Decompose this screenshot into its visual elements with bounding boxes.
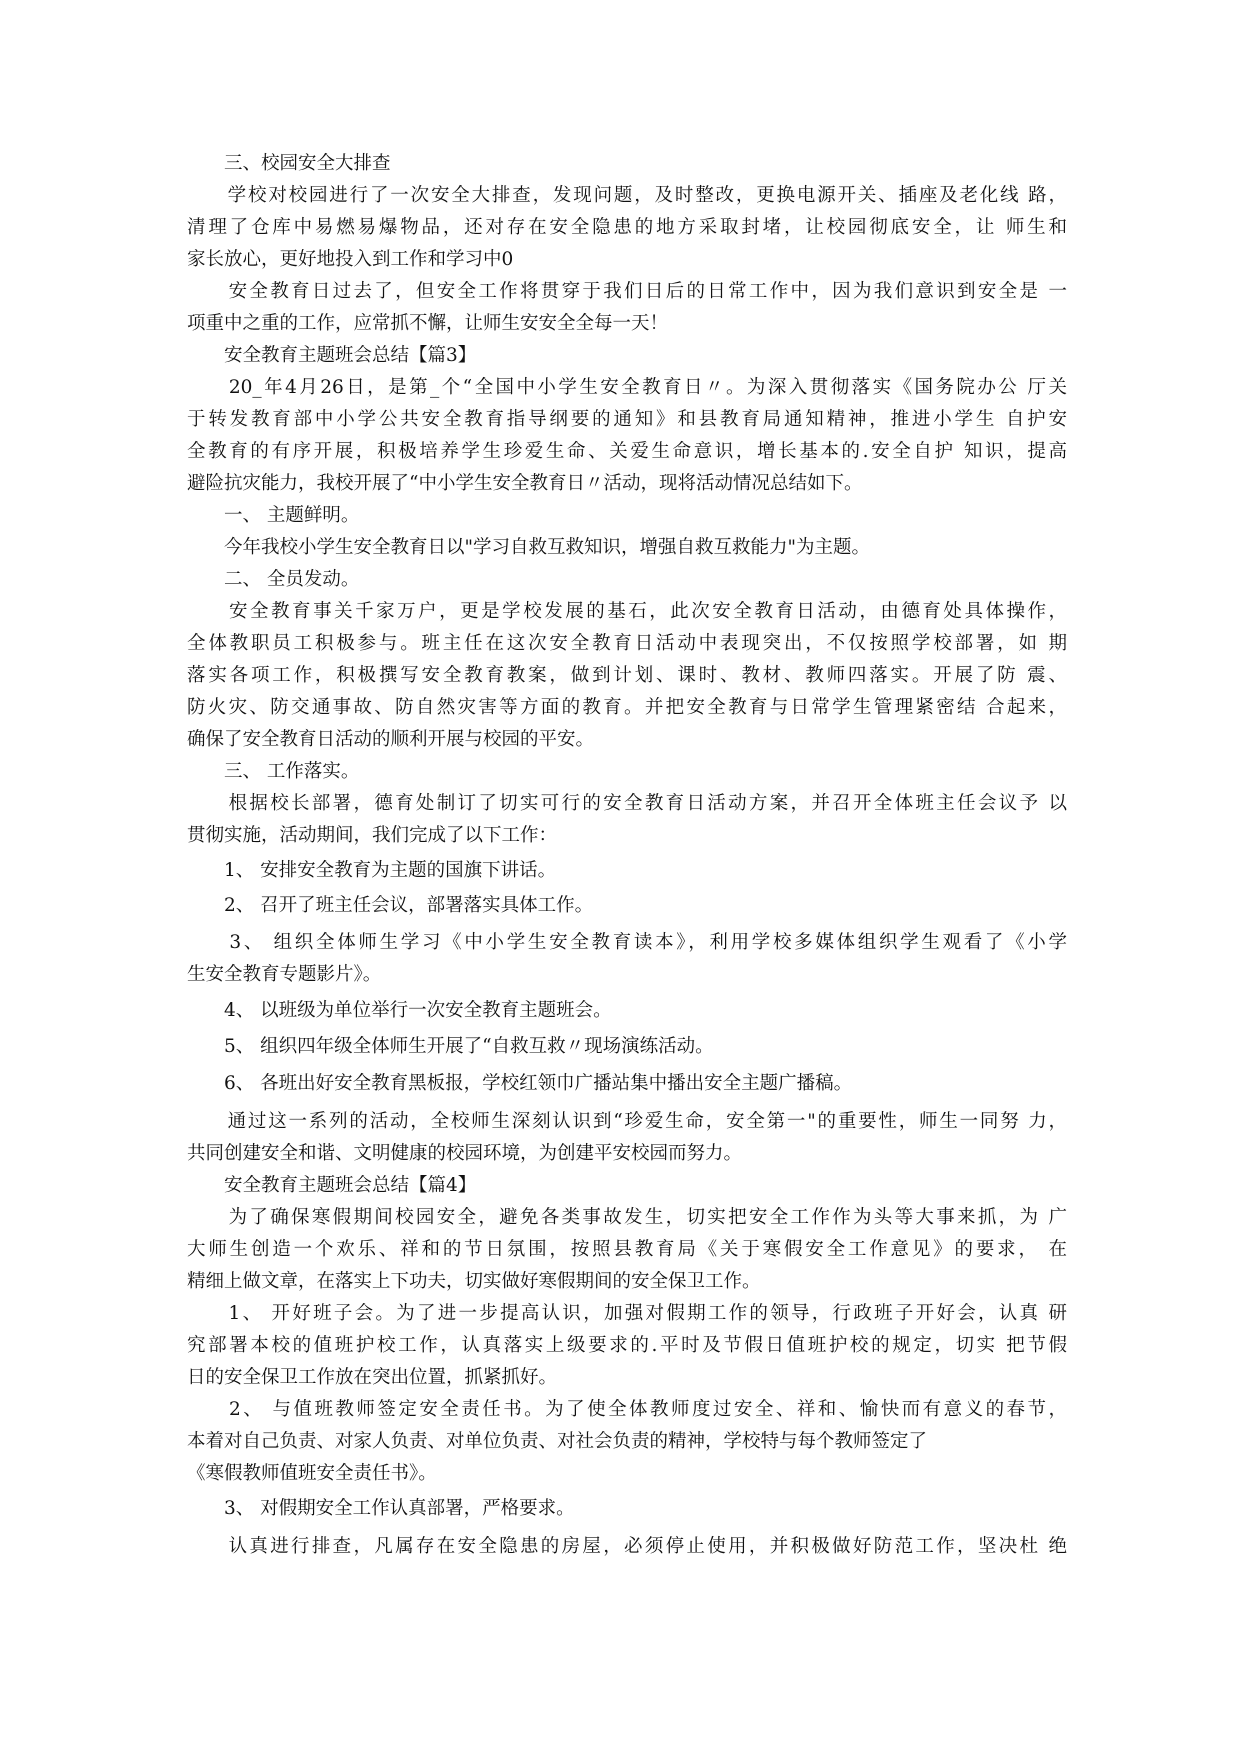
list-item: 6、 各班出好安全教育黑板报，学校红领巾广播站集中播出安全主题广播稿。	[187, 1073, 853, 1094]
section-heading: 三、校园安全大排查	[187, 153, 391, 174]
paragraph-line: 防火灾、防交通事故、防自然灾害等方面的教育。并把安全教育与日常学生管理紧密结 合起来，	[187, 697, 1067, 718]
list-item: 5、 组织四年级全体师生开展了“自救互救〃现场演练活动。	[187, 1036, 714, 1057]
paragraph-line: 安全教育日过去了，但安全工作将贯穿于我们日后的日常工作中，因为我们意识到安全是 一	[187, 281, 1067, 302]
paragraph-line: 本着对自己负责、对家人负责、对单位负责、对社会负责的精神，学校特与每个教师签定了	[187, 1431, 928, 1452]
paragraph-line: 学校对校园进行了一次安全大排查，发现问题，及时整改，更换电源开关、插座及老化线 路，	[187, 185, 1067, 206]
paragraph-line: 生安全教育专题影片》。	[187, 964, 382, 985]
paragraph-line: 贯彻实施，活动期间，我们完成了以下工作：	[187, 825, 558, 846]
paragraph-line: 全体教职员工积极参与。班主任在这次安全教育日活动中表现突出，不仅按照学校部署，如 期	[187, 633, 1067, 654]
paragraph-line: 20_年4月26日，是第_个“全国中小学生安全教育日〃。为深入贯彻落实《国务院办公 厅关	[187, 377, 1067, 398]
paragraph-line: 通过这一系列的活动，全校师生深刻认识到“珍爱生命，安全第一"的重要性，师生一同努 力，	[187, 1111, 1067, 1132]
paragraph-line: 根据校长部署，德育处制订了切实可行的安全教育日活动方案，并召开全体班主任会议予 以	[187, 793, 1067, 814]
paragraph-line: 家长放心，更好地投入到工作和学习中0	[187, 249, 514, 270]
paragraph-line: 大师生创造一个欢乐、祥和的节日氛围，按照县教育局《关于寒假安全工作意见》的要求， 在	[187, 1239, 1067, 1260]
section-title: 安全教育主题班会总结【篇4】	[187, 1175, 477, 1196]
paragraph-line: 安全教育事关千家万户，更是学校发展的基石，此次安全教育日活动，由德育处具体操作，	[187, 601, 1067, 622]
paragraph-line: 精细上做文章，在落实上下功夫，切实做好寒假期间的安全保卫工作。	[187, 1271, 761, 1292]
section-heading: 二、 全员发动。	[187, 569, 360, 590]
paragraph-line: 1、 开好班子会。为了进一步提高认识，加强对假期工作的领导，行政班子开好会，认真 研	[187, 1303, 1067, 1324]
paragraph-line: 落实各项工作，积极撰写安全教育教案，做到计划、课时、教材、教师四落实。开展了防 震、	[187, 665, 1067, 686]
list-item: 4、 以班级为单位举行一次安全教育主题班会。	[187, 1000, 612, 1021]
paragraph-line: 共同创建安全和谐、文明健康的校园环境，为创建平安校园而努力。	[187, 1143, 743, 1164]
section-heading: 三、 工作落实。	[187, 761, 360, 782]
paragraph-line: 清理了仓库中易燃易爆物品，还对存在安全隐患的地方采取封堵，让校园彻底安全，让 师生和	[187, 217, 1067, 238]
paragraph-line: 确保了安全教育日活动的顺利开展与校园的平安。	[187, 729, 595, 750]
section-heading: 一、 主题鲜明。	[187, 505, 360, 526]
paragraph-line: 《寒假教师值班安全责任书》。	[187, 1463, 437, 1484]
section-title: 安全教育主题班会总结【篇3】	[187, 345, 477, 366]
list-item: 1、 安排安全教育为主题的国旗下讲话。	[187, 860, 557, 881]
list-item: 2、 召开了班主任会议，部署落实具体工作。	[187, 895, 594, 916]
paragraph-line: 于转发教育部中小学公共安全教育指导纲要的通知》和县教育局通知精神，推进小学生 自护安	[187, 409, 1067, 430]
paragraph-line: 避险抗灾能力，我校开展了“中小学生安全教育日〃活动，现将活动情况总结如下。	[187, 473, 863, 494]
paragraph-line: 2、 与值班教师签定安全责任书。为了使全体教师度过安全、祥和、愉快而有意义的春节，	[187, 1399, 1067, 1420]
paragraph-line: 项重中之重的工作，应常抓不懈，让师生安安全全每一天！	[187, 313, 669, 334]
paragraph-line: 今年我校小学生安全教育日以"学习自救互救知识，增强自救互救能力"为主题。	[187, 537, 871, 558]
paragraph-line: 日的安全保卫工作放在突出位置，抓紧抓好。	[187, 1367, 558, 1388]
list-item: 3、 对假期安全工作认真部署，严格要求。	[187, 1498, 575, 1519]
paragraph-line: 为了确保寒假期间校园安全，避免各类事故发生，切实把安全工作作为头等大事来抓，为 广	[187, 1207, 1067, 1228]
paragraph-line: 全教育的有序开展，积极培养学生珍爱生命、关爱生命意识，增长基本的.安全自护 知识，提高	[187, 441, 1067, 462]
list-item: 3、 组织全体师生学习《中小学生安全教育读本》，利用学校多媒体组织学生观看了《小学	[187, 932, 1067, 953]
paragraph-line: 究部署本校的值班护校工作，认真落实上级要求的.平时及节假日值班护校的规定，切实 把节假	[187, 1335, 1067, 1356]
paragraph-line: 认真进行排查，凡属存在安全隐患的房屋，必须停止使用，并积极做好防范工作，坚决杜 绝	[187, 1536, 1067, 1557]
